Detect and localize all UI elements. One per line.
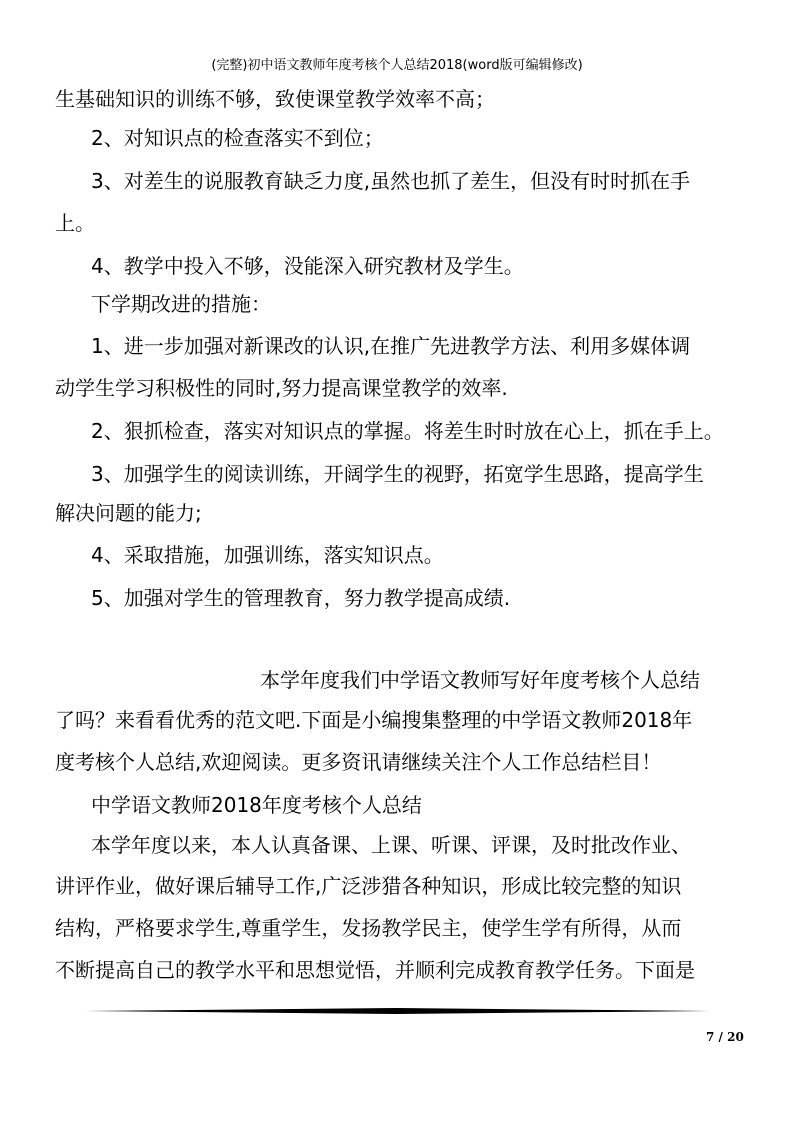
body-line: 生基础知识的训练不够，致使课堂教学效率不高； bbox=[55, 87, 495, 111]
body-line: 不断提高自己的教学水平和思想觉悟，并顺利完成教育教学任务。下面是 bbox=[55, 958, 695, 982]
body-line: 讲评作业，做好课后辅导工作,广泛涉猎各种知识，形成比较完整的知识 bbox=[55, 874, 682, 898]
body-line: 3、加强学生的阅读训练，开阔学生的视野，拓宽学生思路，提高学生 bbox=[91, 462, 704, 486]
body-line: 2、对知识点的检查落实不到位； bbox=[91, 126, 384, 150]
body-line: 中学语文教师2018年度考核个人总结 bbox=[91, 793, 422, 817]
body-line: 解决问题的能力; bbox=[55, 501, 202, 525]
body-line: 动学生学习积极性的同时,努力提高课堂教学的效率. bbox=[55, 376, 508, 400]
body-line: 本学年度我们中学语文教师写好年度考核个人总结 bbox=[260, 668, 700, 692]
body-line: 本学年度以来，本人认真备课、上课、听课、评课，及时批改作业、 bbox=[91, 833, 691, 857]
body-line: 下学期改进的措施： bbox=[91, 292, 271, 316]
document-header: (完整)初中语文教师年度考核个人总结2018(word版可编辑修改) bbox=[211, 58, 583, 73]
body-line: 4、教学中投入不够，没能深入研究教材及学生。 bbox=[91, 254, 524, 278]
page-number: 7 / 20 bbox=[706, 1030, 744, 1044]
body-line: 1、进一步加强对新课改的认识,在推广先进教学方法、利用多媒体调 bbox=[91, 334, 691, 358]
body-line: 度考核个人总结,欢迎阅读。更多资讯请继续关注个人工作总结栏目！ bbox=[55, 750, 662, 774]
body-line: 2、狠抓检查，落实对知识点的掌握。将差生时时放在心上，抓在手上。 bbox=[91, 419, 724, 443]
body-line: 5、加强对学生的管理教育，努力教学提高成绩. bbox=[91, 586, 511, 610]
footer-divider bbox=[85, 1008, 710, 1014]
body-line: 4、采取措施，加强训练，落实知识点。 bbox=[91, 543, 444, 567]
body-line: 3、对差生的说服教育缺乏力度,虽然也抓了差生，但没有时时抓在手 bbox=[91, 169, 691, 193]
body-line: 上。 bbox=[55, 211, 95, 235]
body-line: 了吗？来看看优秀的范文吧.下面是小编搜集整理的中学语文教师2018年 bbox=[55, 708, 693, 732]
body-line: 结构，严格要求学生,尊重学生，发扬教学民主，使学生学有所得，从而 bbox=[55, 916, 682, 940]
